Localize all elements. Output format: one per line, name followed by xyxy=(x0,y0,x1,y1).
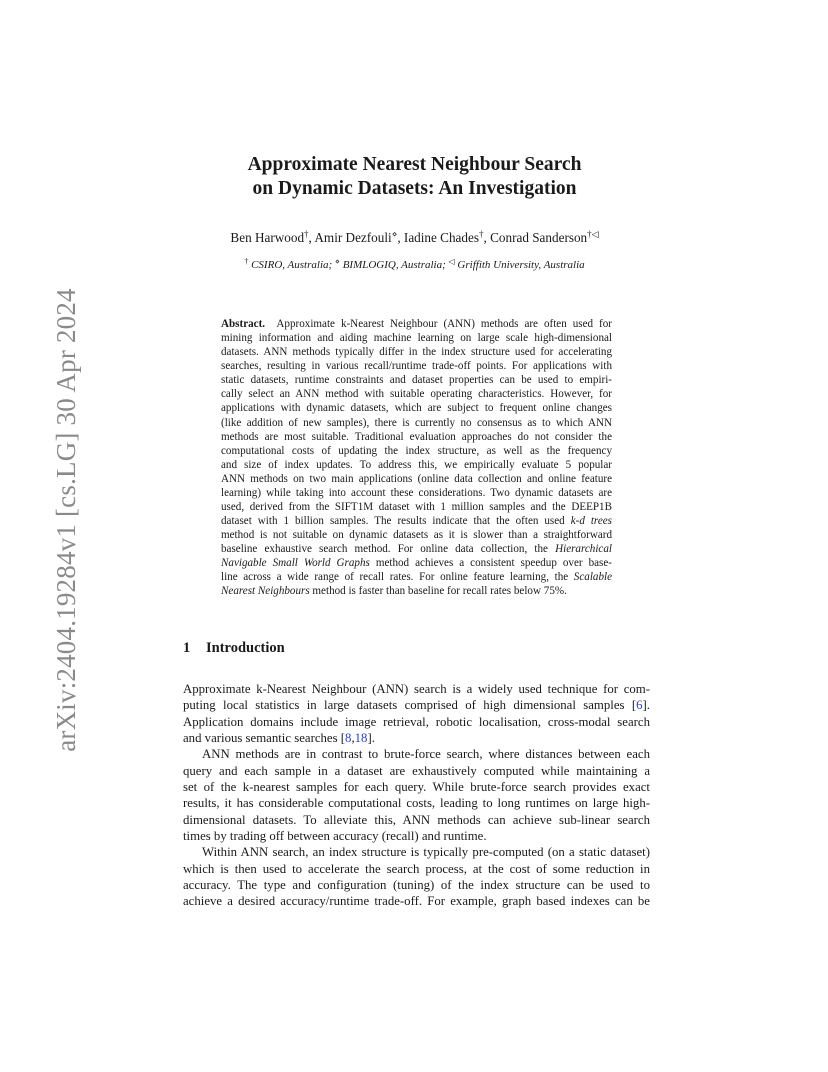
abstract-text: Approximate k-Nearest Neighbour (ANN) methods are often used for xyxy=(276,318,612,330)
abstract-text: method achieves a consistent speedup over base- xyxy=(369,557,612,570)
abstract-line: and size of index updates. To address this, we empirically evaluate 5 popular xyxy=(221,458,612,471)
abstract-line xyxy=(221,542,612,556)
abstract-label: Abstract. xyxy=(221,318,266,330)
abstract-emphasis: Scalable xyxy=(573,571,612,584)
paper-title-line-1: Approximate Nearest Neighbour Search xyxy=(247,154,582,175)
abstract-emphasis: Nearest Neighbours xyxy=(221,585,310,598)
affiliation-mark: ◁ xyxy=(448,257,455,266)
citation-link[interactable]: 18 xyxy=(354,730,368,745)
abstract-line xyxy=(221,317,612,331)
affiliation-mark: † xyxy=(479,229,484,239)
affiliation-list xyxy=(160,259,669,271)
affiliation-name: Griffith University, Australia xyxy=(454,259,585,271)
section-number: 1 xyxy=(183,640,191,656)
body-line: and various semantic searches [8,18]. xyxy=(183,730,375,745)
section-title: Introduction xyxy=(206,640,285,656)
abstract-text: method is faster than baseline for recall rates below 75%. xyxy=(309,585,567,598)
abstract-line: method is not suitable on dynamic datasets as it is slower than a straightforward xyxy=(221,529,612,542)
abstract-line: mining information and aiding machine learning on large scale high-dimensional xyxy=(221,332,612,345)
body-line: accuracy. The type and configuration (tuning) of the index structure can be used to xyxy=(183,877,650,892)
affiliation-name: BIMLOGIQ, Australia; xyxy=(339,259,449,271)
affiliation-mark: ⋄ xyxy=(334,257,340,266)
author-name: , Conrad Sanderson xyxy=(483,230,588,245)
citation-link[interactable]: 6 xyxy=(636,698,643,713)
body-line: Application domains include image retrieval, robotic localisation, cross-modal search xyxy=(183,714,650,729)
body-text: puting local statistics in large datasets comprised of high dimensional samples [ xyxy=(183,698,637,713)
abstract-text: line across a wide range of recall rates. For online feature learning, the xyxy=(221,571,574,584)
abstract-line: (like addition of new samples), there is currently no consensus as to which ANN xyxy=(221,416,612,429)
abstract-line xyxy=(221,556,612,570)
body-line: set of the k-nearest samples for each query. While brute-force search provides exact xyxy=(183,779,650,794)
abstract-line: applications with dynamic datasets, which are subject to frequent online changes xyxy=(221,402,612,415)
paper-title-line-2: on Dynamic Datasets: An Investigation xyxy=(252,178,577,199)
abstract-emphasis: Navigable Small World Graphs xyxy=(221,557,370,570)
body-line: times by trading off between accuracy (recall) and runtime. xyxy=(183,828,487,843)
body-line: query and each sample in a dataset are exhaustively computed while maintaining a xyxy=(183,763,650,778)
abstract-line xyxy=(221,514,612,528)
introduction-body xyxy=(183,681,650,910)
author-name: Ben Harwood xyxy=(230,230,305,245)
abstract-line: cally select an ANN method with suitable operating characteristics. However, for xyxy=(221,388,612,401)
abstract-line: ANN methods on two main applications (online data collection and online feature xyxy=(221,472,612,485)
section-heading xyxy=(183,640,285,657)
body-line: puting local statistics in large datasets comprised of high dimensional samples [6]. xyxy=(183,698,650,713)
abstract-line xyxy=(221,584,612,598)
affiliation-mark: † xyxy=(304,229,309,239)
body-line: dimensional datasets. To alleviate this, ANN methods can achieve sub-linear search xyxy=(183,812,650,827)
abstract-block xyxy=(221,317,612,599)
author-list xyxy=(160,230,669,246)
author-name: , Amir Dezfouli xyxy=(308,230,392,245)
author-name: , Iadine Chades xyxy=(397,230,479,245)
affiliation-mark: ⋄ xyxy=(391,229,398,239)
abstract-line: used, derived from the SIFT1M dataset with 1 million samples and the DEEP1B xyxy=(221,501,612,514)
abstract-text: dataset with 1 billion samples. The results indicate that the often used xyxy=(221,515,571,528)
abstract-line: static datasets, runtime constraints and dataset properties can be used to empiri- xyxy=(221,374,612,387)
abstract-line: methods are most suitable. Traditional evaluation approaches do not consider the xyxy=(221,430,612,443)
abstract-emphasis: k-d trees xyxy=(570,515,612,528)
body-line: achieve a desired accuracy/runtime trade-off. For example, graph based indexes can be xyxy=(183,894,650,909)
body-line: results, it has considerable computational costs, leading to long runtimes on large high- xyxy=(183,796,650,811)
abstract-line: searches, resulting in various recall/runtime trade-off points. For applications with xyxy=(221,360,612,373)
body-line: ANN methods are in contrast to brute-force search, where distances between each xyxy=(202,747,650,762)
citation-link[interactable]: 8 xyxy=(345,730,352,745)
affiliation-mark: † xyxy=(244,257,249,266)
body-line: Within ANN search, an index structure is typically pre-computed (on a static dataset) xyxy=(202,845,650,860)
affiliation-mark: †◁ xyxy=(587,229,599,239)
body-line: Approximate k-Nearest Neighbour (ANN) search is a widely used technique for com- xyxy=(183,682,650,696)
abstract-text: baseline exhaustive search method. For online data collection, the xyxy=(221,543,556,556)
affiliation-name: CSIRO, Australia; xyxy=(248,259,335,271)
abstract-emphasis: Hierarchical xyxy=(555,543,612,556)
abstract-line: computational costs of updating the index structure, as well as the frequency xyxy=(221,444,612,457)
paper-title xyxy=(160,153,669,201)
abstract-line xyxy=(221,570,612,584)
body-line: which is then used to accelerate the search process, at the cost of some reduction in xyxy=(183,861,650,876)
abstract-line: datasets. ANN methods typically differ in the index structure used for accelerating xyxy=(221,346,612,359)
body-text: and various semantic searches [ xyxy=(183,730,346,745)
abstract-line: learning) while taking into account these considerations. Two dynamic datasets are xyxy=(221,486,612,499)
arxiv-identifier-stamp: arXiv:2404.19284v1 [cs.LG] 30 Apr 2024 xyxy=(51,288,81,752)
